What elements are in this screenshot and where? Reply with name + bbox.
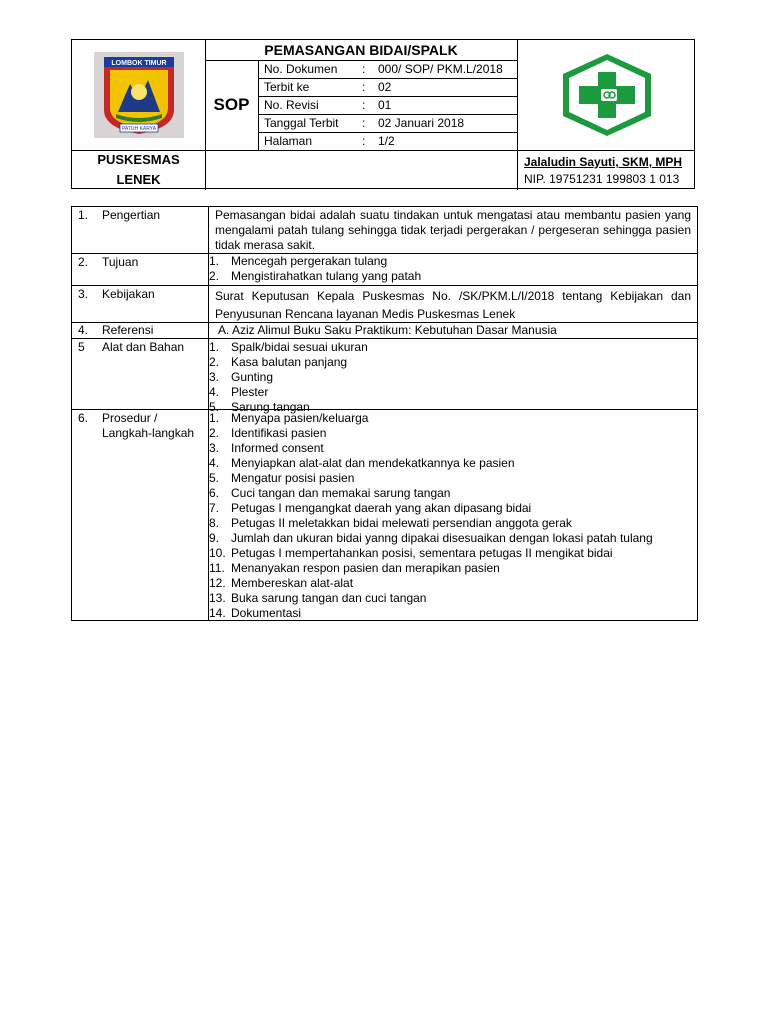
- list-item: 3. Gunting: [209, 370, 274, 384]
- sop-label: SOP: [213, 95, 250, 114]
- row-label-line: Prosedur /: [102, 411, 158, 425]
- list-item: 13. Buka sarung tangan dan cuci tangan: [209, 591, 427, 605]
- table-row: [72, 410, 697, 620]
- list-item: 5. Mengatur posisi pasien: [209, 471, 355, 485]
- policy-text: Surat Keputusan Kepala Puskesmas No. /SK/PKM.L/I/2018 tentang Kebijakan dan Penyusunan Rencana layanan Medis Puskesmas Lenek: [215, 289, 691, 321]
- signatory-nip: NIP. 19751231 199803 1 013: [524, 172, 680, 186]
- row-number: 1.: [78, 208, 89, 222]
- list-item: 8. Petugas II meletakkan bidai melewati persendian anggota gerak: [209, 516, 572, 530]
- meta-value: 01: [378, 98, 392, 112]
- meta-row-edition: [258, 78, 517, 96]
- list-item: 9. Jumlah dan ukuran bidai yanng dipakai disesuaikan dengan lokasi patah tulang: [209, 531, 653, 545]
- list-item: 2. Mengistirahatkan tulang yang patah: [209, 269, 422, 283]
- meta-value: 000/ SOP/ PKM.L/2018: [378, 62, 503, 76]
- list-item: 4. Plester: [209, 385, 269, 399]
- list-item: 6. Cuci tangan dan memakai sarung tangan: [209, 486, 451, 500]
- meta-row-page: [258, 132, 517, 150]
- table-row: [72, 254, 697, 286]
- list-item: 11. Menanyakan respon pasien dan merapikan pasien: [209, 561, 500, 575]
- list-item: 1. Menyapa pasien/keluarga: [209, 411, 369, 425]
- table-row: [72, 323, 697, 339]
- meta-row-document-number: [258, 60, 517, 78]
- list-item: 2. Kasa balutan panjang: [209, 355, 348, 369]
- list-item: 7. Petugas I mengangkat daerah yang akan dipasang bidai: [209, 501, 532, 515]
- row-label: Tujuan: [102, 255, 139, 269]
- objective-list: [209, 254, 691, 284]
- row-number: 5: [78, 340, 85, 354]
- sop-header-table: [71, 39, 695, 189]
- row-number: 2.: [78, 255, 89, 269]
- meta-value: 1/2: [378, 134, 395, 148]
- reference-text: A. Aziz Alimul Buku Saku Praktikum: Kebutuhan Dasar Manusia: [218, 323, 557, 337]
- list-item: 1. Spalk/bidai sesuai ukuran: [209, 340, 368, 354]
- definition-text: Pemasangan bidai adalah suatu tindakan untuk mengatasi atau membantu pasien yang mengalami patah tulang sehingga tidak terjadi pergerakan / pergeseran sehingga pasien tidak merasa sakit.: [215, 208, 691, 252]
- row-label: Alat dan Bahan: [102, 340, 185, 354]
- meta-value: 02: [378, 80, 392, 94]
- logo-motto-text: PATUH KARYA: [121, 126, 156, 132]
- organization-name: [72, 150, 205, 190]
- org-line: LENEK: [116, 172, 161, 187]
- meta-separator: :: [362, 116, 366, 130]
- meta-key: Terbit ke: [264, 80, 310, 94]
- meta-separator: :: [362, 98, 366, 112]
- row-label: Referensi: [102, 323, 154, 337]
- row-number: 4.: [78, 323, 89, 337]
- meta-separator: :: [362, 134, 366, 148]
- list-item: 2. Identifikasi pasien: [209, 426, 327, 440]
- row-label: Pengertian: [102, 208, 161, 222]
- table-row: [72, 207, 697, 254]
- list-item: 3. Informed consent: [209, 441, 324, 455]
- org-line: PUSKESMAS: [97, 152, 180, 167]
- meta-row-revision: [258, 96, 517, 114]
- procedure-list: [209, 411, 691, 621]
- meta-key: No. Dokumen: [264, 62, 338, 76]
- list-item: 12. Membereskan alat-alat: [209, 576, 354, 590]
- meta-separator: :: [362, 80, 366, 94]
- list-item: 10. Petugas I mempertahankan posisi, sementara petugas II mengikat bidai: [209, 546, 613, 560]
- list-item: 5. Sarung tangan: [209, 400, 310, 414]
- meta-separator: :: [362, 62, 366, 76]
- row-label-line: Langkah-langkah: [102, 426, 195, 440]
- list-item: 1. Mencegah pergerakan tulang: [209, 254, 388, 268]
- sop-content-table: [71, 206, 698, 621]
- table-row: [72, 286, 697, 323]
- tools-list: [209, 340, 691, 415]
- column-divider: [208, 286, 209, 322]
- meta-key: Halaman: [264, 134, 313, 148]
- logo-banner-text: LOMBOK TIMUR: [110, 60, 167, 67]
- meta-key: Tanggal Terbit: [264, 116, 339, 130]
- table-row: [72, 339, 697, 414]
- meta-value: 02 Januari 2018: [378, 116, 465, 130]
- meta-row-issue-date: [258, 114, 517, 132]
- green-cross-icon: [559, 52, 655, 138]
- row-number: 6.: [78, 411, 89, 425]
- lombok-timur-logo: [72, 40, 205, 150]
- meta-key: No. Revisi: [264, 98, 319, 112]
- row-label: [102, 411, 194, 441]
- puskesmas-logo: [517, 40, 696, 150]
- row-label: Kebijakan: [102, 287, 155, 301]
- signatory-name: Jalaludin Sayuti, SKM, MPH: [524, 155, 683, 169]
- document-title: PEMASANGAN BIDAI/SPALK: [264, 42, 458, 58]
- row-number: 3.: [78, 287, 89, 301]
- column-divider: [208, 323, 209, 338]
- regency-crest-icon: [94, 52, 184, 138]
- column-divider: [208, 207, 209, 253]
- list-item: 14. Dokumentasi: [209, 606, 302, 620]
- list-item: 4. Menyiapkan alat-alat dan mendekatkannya ke pasien: [209, 456, 515, 470]
